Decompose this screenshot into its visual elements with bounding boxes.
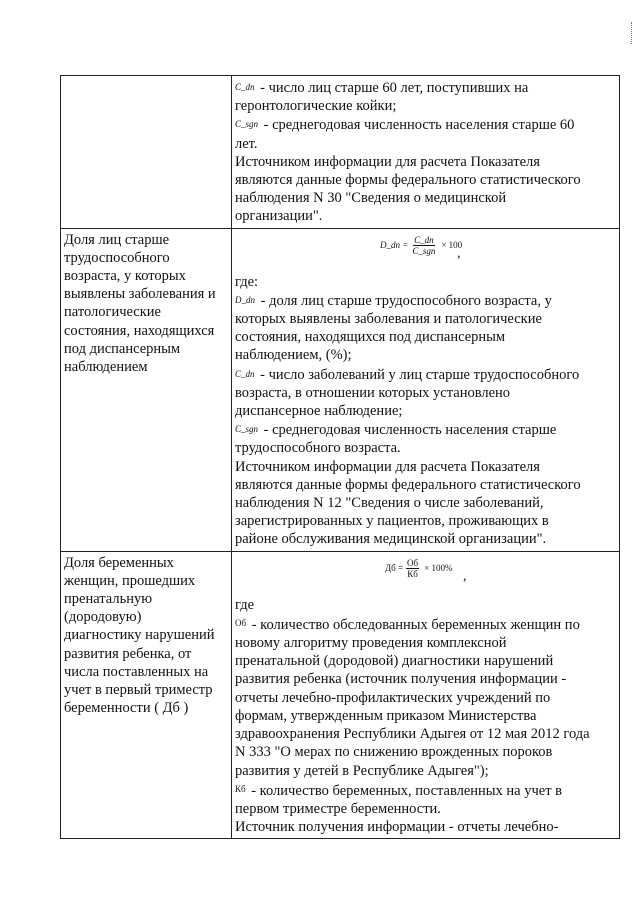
table-row	[61, 228, 620, 551]
formula-numerator: Об	[407, 557, 419, 568]
text-line: организации".	[235, 208, 323, 225]
text-line: Доля лиц старше	[64, 231, 170, 248]
formula-multiplier: × 100	[441, 240, 463, 251]
text-line: развития у детей в Республике Адыгея");	[235, 762, 489, 779]
text-line: диспансерное наблюдение;	[235, 403, 403, 420]
text-line: учет в первый триместр	[64, 682, 213, 699]
text-line: числа поставленных на	[64, 663, 209, 680]
text-line: наблюдения N 12 "Сведения о числе заболеваний,	[235, 495, 544, 512]
list-item: D_dn - доля лиц старше трудоспособного возраста, у	[235, 292, 552, 309]
list-item: C_sgn - среднегодовая численность населения старше	[235, 422, 557, 439]
text-line: Доля беременных	[64, 554, 174, 571]
text-line: где	[235, 596, 255, 613]
formula-lhs: Дб =	[385, 563, 404, 574]
list-item: C_sgn - среднегодовая численность населения старше 60	[235, 117, 575, 134]
text-line: состояния, находящихся	[64, 322, 215, 339]
text-line: выявлены заболевания и	[64, 286, 216, 303]
text-line: которых выявлены заболевания и патологические	[235, 311, 542, 328]
text-line: наблюдением, (%);	[235, 347, 352, 364]
symbol-c-sgn: C_sgn	[235, 424, 259, 435]
indicator-description-cell	[232, 551, 620, 839]
formula-lhs: D_dn =	[380, 240, 409, 251]
text-line: трудоспособного возраста.	[235, 440, 401, 457]
indicator-description-cell	[232, 76, 620, 229]
text-line: являются данные формы федерального статистического	[235, 172, 581, 189]
text-line: трудоспособного	[64, 249, 170, 266]
table-row	[61, 551, 620, 839]
indicator-description-cell	[232, 228, 620, 551]
text-line: под диспансерным	[64, 340, 181, 357]
list-item: Кб - количество беременных, поставленных на учет в	[235, 780, 616, 800]
formula-numerator: C_dn	[414, 234, 434, 245]
text-line: (дородовую)	[64, 609, 142, 626]
text-line: отчеты лечебно-профилактических учреждений по	[235, 689, 551, 706]
symbol-d-dn: D_dn	[235, 294, 255, 305]
text-line: пренатальной (дородовой) диагностики нарушений	[235, 653, 554, 670]
indicator-name-cell	[61, 76, 232, 229]
text-line: здравоохранения Республики Адыгея от 12 мая 2012 года	[235, 726, 590, 743]
formula-block	[235, 231, 616, 267]
indicator-table	[60, 75, 620, 839]
list-item: Об - количество обследованных беременных женщин по	[235, 614, 616, 634]
text-line: наблюдением	[64, 359, 148, 376]
symbol-c-sgn: C_sgn	[235, 119, 259, 130]
text-line: где:	[235, 273, 259, 290]
list-item: C_dn - число заболеваний у лиц старше трудоспособного	[235, 366, 580, 383]
text-line: Источником информации для расчета Показателя	[235, 153, 540, 170]
formula-fraction	[406, 558, 419, 579]
formula-fraction	[411, 235, 436, 256]
text-line: являются данные формы федерального статистического	[235, 476, 581, 493]
formula-denominator: C_sgn	[412, 245, 436, 256]
text-line: геронтологические койки;	[235, 98, 397, 115]
text-line: диагностику нарушений	[64, 627, 215, 644]
text-line: состояния, находящихся под диспансерным	[235, 329, 506, 346]
text-line: наблюдения N 30 "Сведения о медицинской	[235, 190, 507, 207]
text-line: формам, утвержденным приказом Министерства	[235, 707, 537, 724]
text-line: возраста, у которых	[64, 268, 186, 285]
text-line: районе обслуживания медицинской организации".	[235, 531, 547, 548]
text-line: N 333 "О мерах по снижению врожденных пороков	[235, 744, 553, 761]
text-line: лет.	[235, 135, 258, 152]
symbol-kb: Кб	[235, 783, 246, 794]
indicator-name-cell	[61, 228, 232, 551]
formula-comma: ,	[457, 245, 461, 261]
text-line: первом триместре беременности.	[235, 800, 441, 817]
list-item: C_dn - число лиц старше 60 лет, поступивших на	[235, 80, 529, 96]
table-row	[61, 76, 620, 229]
text-line: Источником информации для расчета Показателя	[235, 458, 540, 475]
symbol-c-dn: C_dn	[235, 82, 255, 92]
text-line: женщин, прошедших	[64, 572, 196, 589]
page-edge-mark	[628, 22, 632, 44]
symbol-c-dn: C_dn	[235, 368, 255, 379]
text-line: возраста, в отношении которых установлено	[235, 384, 511, 401]
symbol-ob: Об	[235, 617, 247, 628]
formula	[385, 558, 452, 579]
text-line: развития ребенка (источник получения информации -	[235, 671, 567, 688]
text-line: беременности ( Дб )	[64, 700, 189, 717]
formula	[380, 235, 462, 256]
text-line: развития ребенка, от	[64, 645, 192, 662]
formula-block	[235, 554, 616, 590]
formula-denominator: Кб	[407, 568, 418, 579]
text-line: патологические	[64, 304, 161, 321]
text-line: зарегистрированных у пациентов, проживающих в	[235, 513, 549, 530]
formula-multiplier: × 100%	[424, 563, 453, 574]
indicator-name-cell	[61, 551, 232, 839]
formula-comma: ,	[463, 568, 467, 584]
text-line: Источник получения информации - отчеты лечебно-	[235, 819, 559, 836]
text-line: пренатальную	[64, 591, 153, 608]
text-line: новому алгоритму проведения комплексной	[235, 635, 507, 652]
